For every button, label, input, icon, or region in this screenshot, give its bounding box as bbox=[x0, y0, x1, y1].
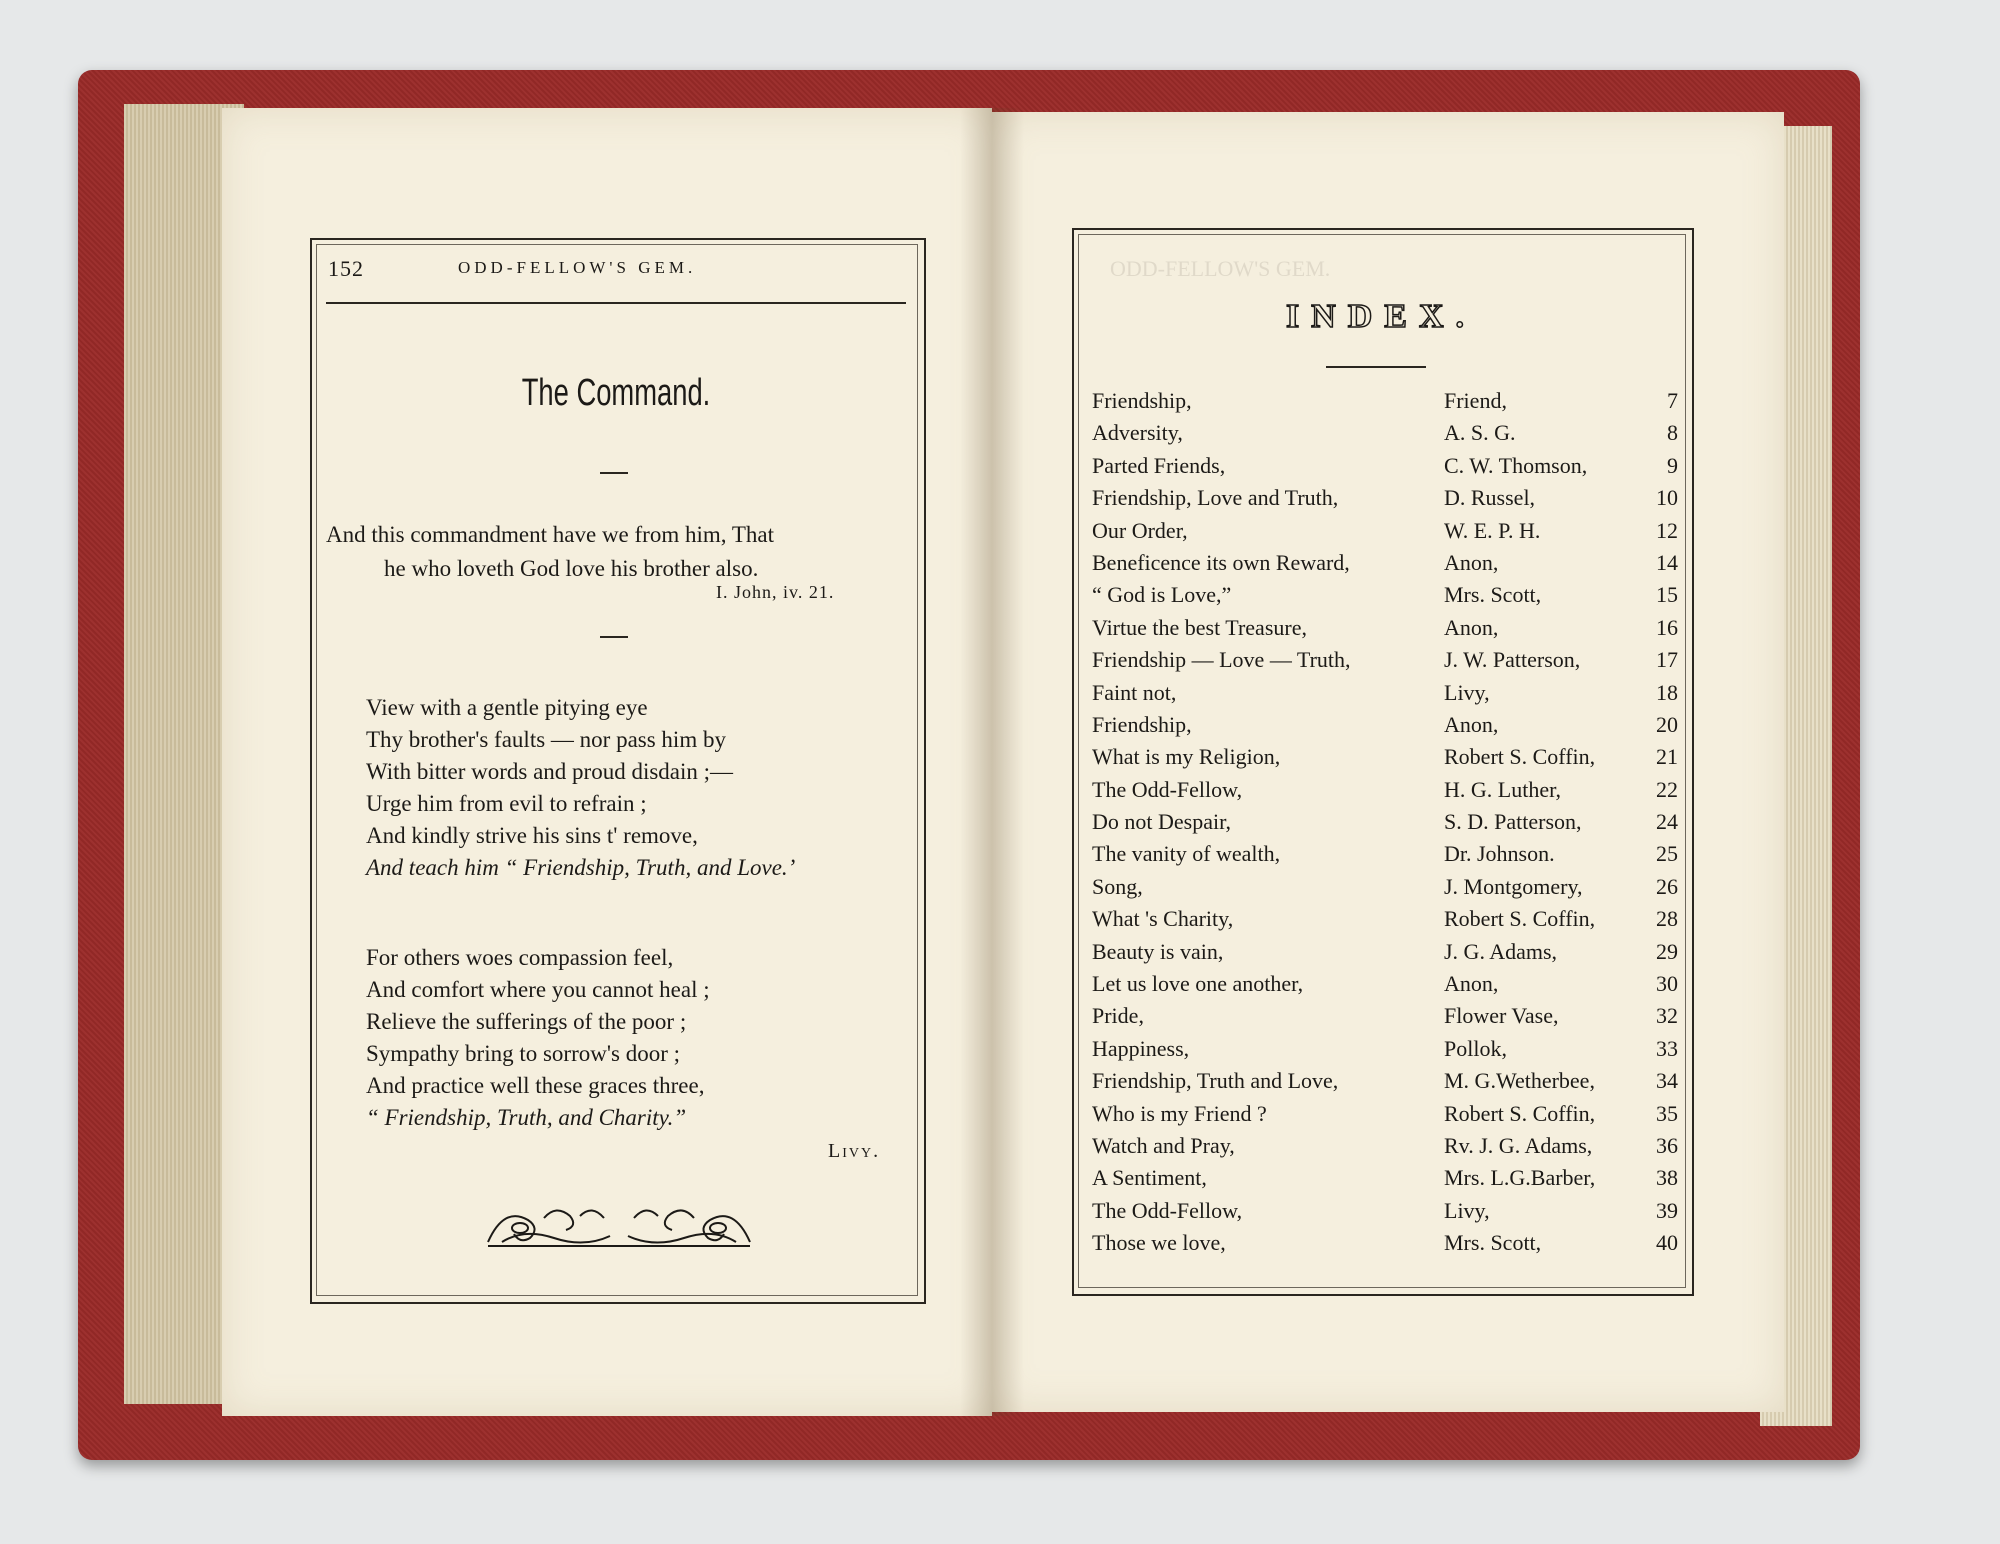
stanza-1 bbox=[366, 692, 795, 884]
entry-author: D. Russel, bbox=[1444, 485, 1536, 511]
entry-title: Parted Friends, bbox=[1092, 452, 1226, 478]
entry-title: Our Order, bbox=[1092, 517, 1188, 543]
entry-page: 20 bbox=[1656, 711, 1678, 737]
entry-page: 38 bbox=[1656, 1165, 1678, 1191]
entry-title: The vanity of wealth, bbox=[1092, 841, 1281, 867]
index-entry bbox=[1092, 1133, 1678, 1165]
index-entry bbox=[1092, 1036, 1678, 1068]
index-entry bbox=[1092, 1165, 1678, 1197]
epigraph-dash bbox=[600, 636, 628, 638]
page-number: 152 bbox=[328, 256, 364, 281]
verse-line: For others woes compassion feel, bbox=[366, 945, 674, 970]
index-entry bbox=[1092, 874, 1678, 906]
index-entry bbox=[1092, 1003, 1678, 1035]
index-entry bbox=[1092, 453, 1678, 485]
entry-page: 10 bbox=[1656, 485, 1678, 511]
entry-page: 12 bbox=[1656, 517, 1678, 543]
index-entry bbox=[1092, 971, 1678, 1003]
entry-page: 25 bbox=[1656, 841, 1678, 867]
floral-ornament bbox=[484, 1198, 754, 1250]
entry-title: Song, bbox=[1092, 873, 1143, 899]
verse-line: With bitter words and proud disdain ;— bbox=[366, 759, 734, 784]
entry-author: Anon, bbox=[1444, 549, 1499, 575]
verse-line: Relieve the sufferings of the poor ; bbox=[366, 1009, 687, 1034]
entry-title: Faint not, bbox=[1092, 679, 1177, 705]
entry-title: Beneficence its own Reward, bbox=[1092, 549, 1350, 575]
entry-author: Pollok, bbox=[1444, 1035, 1507, 1061]
index-entry bbox=[1092, 388, 1678, 420]
index-entry bbox=[1092, 777, 1678, 809]
index-entry bbox=[1092, 680, 1678, 712]
index-entry bbox=[1092, 582, 1678, 614]
entry-author: H. G. Luther, bbox=[1444, 776, 1562, 802]
index-list bbox=[1092, 388, 1678, 1263]
entry-title: The Odd-Fellow, bbox=[1092, 1197, 1243, 1223]
entry-author: Mrs. Scott, bbox=[1444, 1230, 1542, 1256]
entry-author: J. Montgomery, bbox=[1444, 873, 1583, 899]
entry-page: 39 bbox=[1656, 1197, 1678, 1223]
entry-page: 16 bbox=[1656, 614, 1678, 640]
entry-title: Friendship, bbox=[1092, 388, 1192, 413]
verse-line: And kindly strive his sins t' remove, bbox=[366, 823, 698, 848]
entry-page: 9 bbox=[1667, 452, 1678, 478]
running-head-rule bbox=[326, 302, 906, 304]
index-title-rule bbox=[1326, 366, 1426, 368]
entry-title: The Odd-Fellow, bbox=[1092, 776, 1243, 802]
entry-page: 18 bbox=[1656, 679, 1678, 705]
entry-author: J. W. Patterson, bbox=[1444, 647, 1581, 673]
entry-title: Friendship, Truth and Love, bbox=[1092, 1068, 1339, 1094]
verse-line: Sympathy bring to sorrow's door ; bbox=[366, 1041, 680, 1066]
entry-title: Friendship — Love — Truth, bbox=[1092, 647, 1351, 673]
entry-page: 33 bbox=[1656, 1035, 1678, 1061]
running-title: ODD-FELLOW'S GEM. bbox=[458, 258, 697, 277]
verse-line: And practice well these graces three, bbox=[366, 1073, 705, 1098]
index-entry bbox=[1092, 906, 1678, 938]
verse-line: Urge him from evil to refrain ; bbox=[366, 791, 647, 816]
verse-line: Thy brother's faults — nor pass him by bbox=[366, 727, 726, 752]
entry-title: Who is my Friend ? bbox=[1092, 1100, 1267, 1126]
entry-page: 30 bbox=[1656, 971, 1678, 997]
entry-page: 32 bbox=[1656, 1003, 1678, 1029]
entry-author: Anon, bbox=[1444, 614, 1499, 640]
entry-page: 21 bbox=[1656, 744, 1678, 770]
index-entry bbox=[1092, 615, 1678, 647]
entry-page: 34 bbox=[1656, 1068, 1678, 1094]
index-entry bbox=[1092, 841, 1678, 873]
entry-title: Watch and Pray, bbox=[1092, 1132, 1235, 1158]
show-through-text: ODD-FELLOW'S GEM. bbox=[1110, 256, 1331, 281]
verse-line: And teach him “ Friendship, Truth, and Love.’ bbox=[366, 855, 796, 880]
index-entry bbox=[1092, 647, 1678, 679]
entry-title: Those we love, bbox=[1092, 1230, 1226, 1256]
entry-author: C. W. Thomson, bbox=[1444, 452, 1588, 478]
entry-author: Flower Vase, bbox=[1444, 1003, 1559, 1029]
entry-page: 40 bbox=[1656, 1230, 1678, 1256]
verse-line: And comfort where you cannot heal ; bbox=[366, 977, 710, 1002]
entry-author: Robert S. Coffin, bbox=[1444, 1100, 1596, 1126]
entry-author: W. E. P. H. bbox=[1444, 517, 1541, 543]
index-entry bbox=[1092, 1068, 1678, 1100]
entry-page: 24 bbox=[1656, 809, 1678, 835]
index-entry bbox=[1092, 1230, 1678, 1262]
entry-author: A. S. G. bbox=[1444, 420, 1516, 446]
verse-line: “ Friendship, Truth, and Charity.” bbox=[366, 1105, 687, 1130]
entry-title: Virtue the best Treasure, bbox=[1092, 614, 1307, 640]
entry-page: 36 bbox=[1656, 1132, 1678, 1158]
entry-author: J. G. Adams, bbox=[1444, 938, 1558, 964]
entry-title: Do not Despair, bbox=[1092, 809, 1232, 835]
entry-author: Friend, bbox=[1444, 388, 1507, 413]
entry-title: A Sentiment, bbox=[1092, 1165, 1207, 1191]
entry-title: What 's Charity, bbox=[1092, 906, 1234, 932]
index-entry bbox=[1092, 550, 1678, 582]
entry-title: Friendship, Love and Truth, bbox=[1092, 485, 1339, 511]
entry-page: 17 bbox=[1656, 647, 1678, 673]
epigraph bbox=[326, 518, 912, 586]
entry-title: Beauty is vain, bbox=[1092, 938, 1224, 964]
entry-title: Friendship, bbox=[1092, 711, 1192, 737]
entry-title: Let us love one another, bbox=[1092, 971, 1304, 997]
entry-title: What is my Religion, bbox=[1092, 744, 1281, 770]
epigraph-citation: I. John, iv. 21. bbox=[716, 582, 835, 602]
epigraph-line: he who loveth God love his brother also. bbox=[384, 556, 759, 581]
index-entry bbox=[1092, 1198, 1678, 1230]
entry-page: 35 bbox=[1656, 1100, 1678, 1126]
index-entry bbox=[1092, 939, 1678, 971]
entry-title: Adversity, bbox=[1092, 420, 1183, 446]
entry-page: 14 bbox=[1656, 549, 1678, 575]
entry-author: Rv. J. G. Adams, bbox=[1444, 1132, 1593, 1158]
index-entry bbox=[1092, 485, 1678, 517]
poem-title: The Command. bbox=[521, 372, 711, 414]
entry-author: Livy, bbox=[1444, 1197, 1490, 1223]
entry-title: “ God is Love,” bbox=[1092, 582, 1232, 608]
entry-page: 22 bbox=[1656, 776, 1678, 802]
entry-page: 29 bbox=[1656, 938, 1678, 964]
entry-author: Livy, bbox=[1444, 679, 1490, 705]
index-entry bbox=[1092, 712, 1678, 744]
verse-line: View with a gentle pitying eye bbox=[366, 695, 648, 720]
entry-page: 26 bbox=[1656, 873, 1678, 899]
poem-author: Livy. bbox=[828, 1140, 881, 1162]
entry-author: Dr. Johnson. bbox=[1444, 841, 1555, 867]
entry-page: 8 bbox=[1667, 420, 1678, 446]
entry-author: Mrs. Scott, bbox=[1444, 582, 1542, 608]
epigraph-line: And this commandment have we from him, That bbox=[326, 522, 774, 547]
entry-page: 7 bbox=[1667, 388, 1678, 413]
entry-author: Robert S. Coffin, bbox=[1444, 906, 1596, 932]
entry-author: Robert S. Coffin, bbox=[1444, 744, 1596, 770]
title-dash bbox=[600, 472, 628, 474]
index-entry bbox=[1092, 1101, 1678, 1133]
entry-author: Anon, bbox=[1444, 711, 1499, 737]
entry-author: M. G.Wetherbee, bbox=[1444, 1068, 1595, 1094]
entry-author: Anon, bbox=[1444, 971, 1499, 997]
index-entry bbox=[1092, 744, 1678, 776]
stanza-2 bbox=[366, 942, 710, 1134]
entry-title: Pride, bbox=[1092, 1003, 1144, 1029]
index-title: INDEX. bbox=[1285, 298, 1477, 335]
entry-page: 28 bbox=[1656, 906, 1678, 932]
entry-page: 15 bbox=[1656, 582, 1678, 608]
index-entry bbox=[1092, 809, 1678, 841]
running-head bbox=[326, 256, 906, 296]
entry-title: Happiness, bbox=[1092, 1035, 1190, 1061]
index-entry bbox=[1092, 518, 1678, 550]
entry-author: Mrs. L.G.Barber, bbox=[1444, 1165, 1596, 1191]
index-entry bbox=[1092, 420, 1678, 452]
entry-author: S. D. Patterson, bbox=[1444, 809, 1582, 835]
book-gutter bbox=[960, 108, 1024, 1416]
